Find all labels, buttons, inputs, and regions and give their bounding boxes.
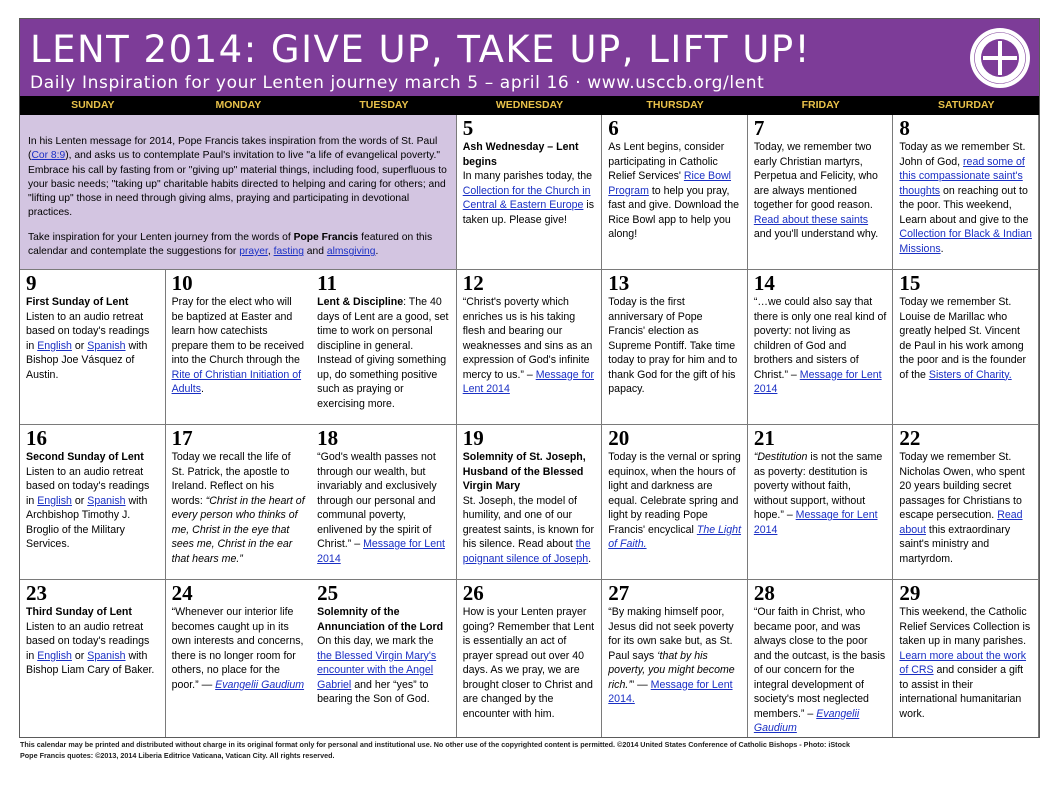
calendar-header bbox=[20, 19, 1039, 96]
evangelii-gaudium-link[interactable]: Evangelii Gaudium bbox=[215, 678, 305, 691]
spanish-link[interactable]: Spanish bbox=[87, 339, 126, 352]
lent-message-link[interactable]: Message for Lent 2014 bbox=[317, 538, 445, 565]
day-label: Solemnity of St. Joseph, Husband of the Blessed Virgin Mary bbox=[462, 451, 586, 492]
day-label: First Sunday of Lent bbox=[26, 296, 129, 308]
annunciation-link[interactable]: the Blessed Virgin Mary's encounter with the Angel Gabriel bbox=[317, 649, 437, 691]
day-number: 19 bbox=[462, 426, 484, 450]
spanish-link[interactable]: Spanish bbox=[87, 649, 126, 662]
day-number: 17 bbox=[171, 426, 193, 450]
day-label: Second Sunday of Lent bbox=[26, 451, 144, 463]
day-number: 10 bbox=[171, 271, 193, 295]
day-cell-26: 26 How is your Lenten prayer going? Remember that Lent is essentially an act of prayer spread out over 40 days. As we pray, we are brought closer to Christ and are changed by the encounter with him. bbox=[457, 580, 603, 737]
weekday-monday: MONDAY bbox=[215, 99, 262, 111]
lent-message-link[interactable]: Message for Lent 2014. bbox=[608, 678, 733, 705]
day-number: 5 bbox=[462, 116, 474, 140]
day-cell-10: 10 Pray for the elect who will be baptized at Easter and learn how catechists prepare them to be received into the Church through the Rite of Christian Initiation of Adults. bbox=[166, 270, 312, 425]
lent-message-link[interactable]: Message for Lent 2014 bbox=[462, 368, 594, 395]
day-label: Solemnity of the Annunciation of the Lord bbox=[317, 606, 444, 633]
intro-paragraph-1: In his Lenten message for 2014, Pope Francis takes inspiration from the words of St. Paul (Cor 8:9), and asks us to contemplate Paul's invitation to live "a life of evangelical poverty." Embrace his call by fasting from or "giving up" material things, including food, superfluous to your basic needs; "taking up" charitable habits directed to helping and caring for others; and "lifting up" those in need through giving alms, praying and participating in devotional practices. bbox=[28, 136, 447, 219]
collection-europe-link[interactable]: Collection for the Church in Central & Eastern Europe bbox=[462, 184, 591, 211]
day-cell-5: 5 Ash Wednesday – Lent begins In many parishes today, the Collection for the Church in Central & Eastern Europe is taken up. Please give! bbox=[457, 115, 603, 270]
rcia-link[interactable]: Rite of Christian Initiation of Adults bbox=[171, 368, 302, 395]
weekday-wednesday: WEDNESDAY bbox=[495, 99, 564, 111]
day-number: 23 bbox=[26, 581, 47, 605]
day-label: Third Sunday of Lent bbox=[26, 606, 132, 618]
day-cell-22: 22 Today we remember St. Nicholas Owen, who spent 20 years building secret passages for Christians to escape persecution. Read about this extraordinary saint's ministry and martyrdom. bbox=[893, 425, 1039, 580]
weekday-saturday: SATURDAY bbox=[937, 99, 995, 111]
copyright-footer bbox=[20, 739, 1040, 761]
english-link[interactable]: English bbox=[37, 494, 72, 507]
day-cell-11: 11 Lent & Discipline: The 40 days of Lent are a good, set time to work on personal discipline in general. Instead of giving something up, do something positive such as praying or exercising more. bbox=[311, 270, 457, 425]
english-link[interactable]: English bbox=[37, 649, 72, 662]
day-cell-23: 23 Third Sunday of Lent Listen to an audio retreat based on today's readings in English or Spanish with Bishop Liam Cary of Baker. bbox=[20, 580, 166, 737]
day-number: 15 bbox=[899, 271, 921, 295]
day-number: 16 bbox=[26, 426, 47, 450]
calendar-grid bbox=[20, 115, 1039, 737]
black-indian-missions-link[interactable]: Collection for Black & Indian Missions bbox=[899, 228, 1032, 255]
day-label: Ash Wednesday – Lent begins bbox=[462, 141, 579, 168]
english-link[interactable]: English bbox=[37, 339, 72, 352]
day-cell-16: 16 Second Sunday of Lent Listen to an audio retreat based on today's readings in English or Spanish with Archbishop Timothy J. Broglio of the Military Services. bbox=[20, 425, 166, 580]
footer-line-1: This calendar may be printed and distributed without charge in its original format only for personal and institutional use. No other use of the copyrighted content is permitted. ©2014 United States Conference of Catholic Bishops - Photo: iStock bbox=[20, 740, 850, 749]
weekday-tuesday: TUESDAY bbox=[359, 99, 409, 111]
day-cell-25: 25 Solemnity of the Annunciation of the Lord On this day, we mark the the Blessed Virgin Mary's encounter with the Angel Gabriel and her “yes” to bearing the Son of God. bbox=[311, 580, 457, 737]
day-cell-21: 21 “Destitution is not the same as poverty: destitution is poverty without faith, without support, without hope.” – Message for Lent 2014 bbox=[748, 425, 894, 580]
day-cell-14: 14 “…we could also say that there is only one real kind of poverty: not living as children of God and brothers and sisters of Christ.” – Message for Lent 2014 bbox=[748, 270, 894, 425]
day-label: Lent & Discipline bbox=[317, 296, 404, 308]
saints-link[interactable]: Read about these saints bbox=[753, 213, 869, 226]
crs-link[interactable]: Learn more about the work of CRS bbox=[899, 649, 1027, 676]
day-number: 7 bbox=[753, 116, 765, 140]
day-number: 8 bbox=[899, 116, 910, 140]
day-number: 25 bbox=[317, 581, 339, 605]
day-number: 24 bbox=[171, 581, 193, 605]
day-cell-20: 20 Today is the vernal or spring equinox, when the hours of light and darkness are equal. Celebrate spring and light by reading Pope Francis' encyclical The Light of Faith. bbox=[602, 425, 748, 580]
sisters-of-charity-link[interactable]: Sisters of Charity. bbox=[928, 368, 1012, 381]
light-of-faith-link[interactable]: The Light of Faith. bbox=[608, 523, 742, 550]
day-cell-19: 19 Solemnity of St. Joseph, Husband of the Blessed Virgin Mary St. Joseph, the model of humility, and one of our greatest saints, is known for his silence. Read about the poignant silence of Joseph. bbox=[457, 425, 603, 580]
day-cell-8: 8 Today as we remember St. John of God, read some of this compassionate saint's thoughts on reaching out to the poor. This weekend, Learn about and give to the Collection for Black & Indian Missions. bbox=[893, 115, 1039, 270]
cor-8-9-link[interactable]: Cor 8:9 bbox=[31, 150, 66, 162]
day-number: 28 bbox=[753, 581, 775, 605]
day-number: 6 bbox=[608, 116, 619, 140]
day-number: 21 bbox=[753, 426, 775, 450]
prayer-link[interactable]: prayer bbox=[239, 246, 268, 258]
day-cell-9: 9 First Sunday of Lent Listen to an audio retreat based on today's readings in English or Spanish with Bishop Joe Vásquez of Austin. bbox=[20, 270, 166, 425]
day-cell-17: 17 Today we recall the life of St. Patrick, the apostle to Ireland. Reflect on his words: “Christ in the heart of every person who thinks of me, Christ in the eye that sees me, Christ in the ear that hears me.” bbox=[166, 425, 312, 580]
day-cell-28: 28 “Our faith in Christ, who became poor, and was always close to the poor and the outcast, is the basis of our concern for the integral development of society's most neglected members.” – Evangelii Gaudium bbox=[748, 580, 894, 737]
fasting-link[interactable]: fasting bbox=[273, 246, 304, 258]
day-cell-12: 12 “Christ's poverty which enriches us is his taking flesh and bearing our weaknesses and sins as an expression of God's infinite mercy to us.” – Message for Lent 2014 bbox=[457, 270, 603, 425]
day-number: 27 bbox=[608, 581, 630, 605]
weekday-friday: FRIDAY bbox=[801, 99, 840, 111]
day-cell-29: 29 This weekend, the Catholic Relief Services Collection is taken up in many parishes. Learn more about the work of CRS and consider a gift to assist in their international humanitarian work. bbox=[893, 580, 1039, 737]
lent-message-link[interactable]: Message for Lent 2014 bbox=[753, 368, 882, 395]
page-title: LENT 2014: GIVE UP, TAKE UP, LIFT UP! bbox=[30, 28, 811, 71]
read-about-link[interactable]: Read about bbox=[899, 509, 1023, 536]
day-cell-18: 18 “God's wealth passes not through our wealth, but invariably and exclusively through our personal and communal poverty, enlivened by the spirit of Christ.” – Message for Lent 2014 bbox=[311, 425, 457, 580]
saint-thoughts-link[interactable]: read some of this compassionate saint's thoughts bbox=[899, 155, 1025, 197]
spanish-link[interactable]: Spanish bbox=[87, 494, 126, 507]
lent-message-link[interactable]: Message for Lent 2014 bbox=[753, 509, 878, 536]
weekday-thursday: THURSDAY bbox=[646, 99, 704, 111]
day-number: 26 bbox=[462, 581, 484, 605]
day-number: 11 bbox=[317, 271, 337, 295]
day-number: 29 bbox=[899, 581, 921, 605]
day-cell-27: 27 “By making himself poor, Jesus did not seek poverty for its own sake but, as St. Paul says ‘that by his poverty, you might become rich.’” — Message for Lent 2014. bbox=[602, 580, 748, 737]
intro-paragraph-2: Take inspiration for your Lenten journey from the words of Pope Francis featured on this calendar and contemplate the suggestions for prayer, fasting and almsgiving. bbox=[28, 231, 433, 258]
day-number: 20 bbox=[608, 426, 630, 450]
day-number: 13 bbox=[608, 271, 630, 295]
day-number: 12 bbox=[462, 271, 484, 295]
day-cell-15: 15 Today we remember St. Louise de Marillac who greatly helped St. Vincent de Paul in his work among the poor and is the founder of the Sisters of Charity. bbox=[893, 270, 1039, 425]
page-subtitle: Daily Inspiration for your Lenten journey march 5 – april 16 · www.usccb.org/lent bbox=[30, 73, 765, 93]
rice-bowl-link[interactable]: Rice Bowl Program bbox=[608, 170, 732, 197]
weekday-sunday: SUNDAY bbox=[71, 99, 115, 111]
day-cell-7: 7 Today, we remember two early Christian martyrs, Perpetua and Felicity, who are always mentioned together for good reason. Read about these saints and you'll understand why. bbox=[748, 115, 894, 270]
day-number: 14 bbox=[753, 271, 775, 295]
day-number: 18 bbox=[317, 426, 339, 450]
almsgiving-link[interactable]: almsgiving bbox=[326, 246, 376, 258]
day-number: 9 bbox=[26, 271, 37, 295]
day-cell-6: 6 As Lent begins, consider participating in Catholic Relief Services' Rice Bowl Program to help you pray, fast and give. Download the Rice Bowl app to help you along! bbox=[602, 115, 748, 270]
day-cell-24: 24 “Whenever our interior life becomes caught up in its own interests and concerns, there is no longer room for others, no place for the poor.” — Evangelii Gaudium bbox=[166, 580, 312, 737]
footer-line-2: Pope Francis quotes: ©2013, 2014 Liberia Editrice Vaticana, Vatican City. All rights reserved. bbox=[20, 751, 335, 760]
intro-box bbox=[20, 115, 457, 270]
evangelii-gaudium-link[interactable]: Evangelii Gaudium bbox=[753, 707, 860, 734]
usccb-seal-icon bbox=[969, 27, 1031, 89]
weekday-header bbox=[20, 96, 1039, 115]
day-cell-13: 13 Today is the first anniversary of Pope Francis' election as Supreme Pontiff. Take time today to pray for him and to thank God for the gift of his papacy. bbox=[602, 270, 748, 425]
silence-of-joseph-link[interactable]: the poignant silence of Joseph bbox=[462, 538, 591, 565]
patrick-quote: “Christ in the heart of every person who thinks of me, Christ in the eye that sees me, Christ in the ear that hears me.” bbox=[171, 494, 305, 565]
day-number: 22 bbox=[899, 426, 921, 450]
